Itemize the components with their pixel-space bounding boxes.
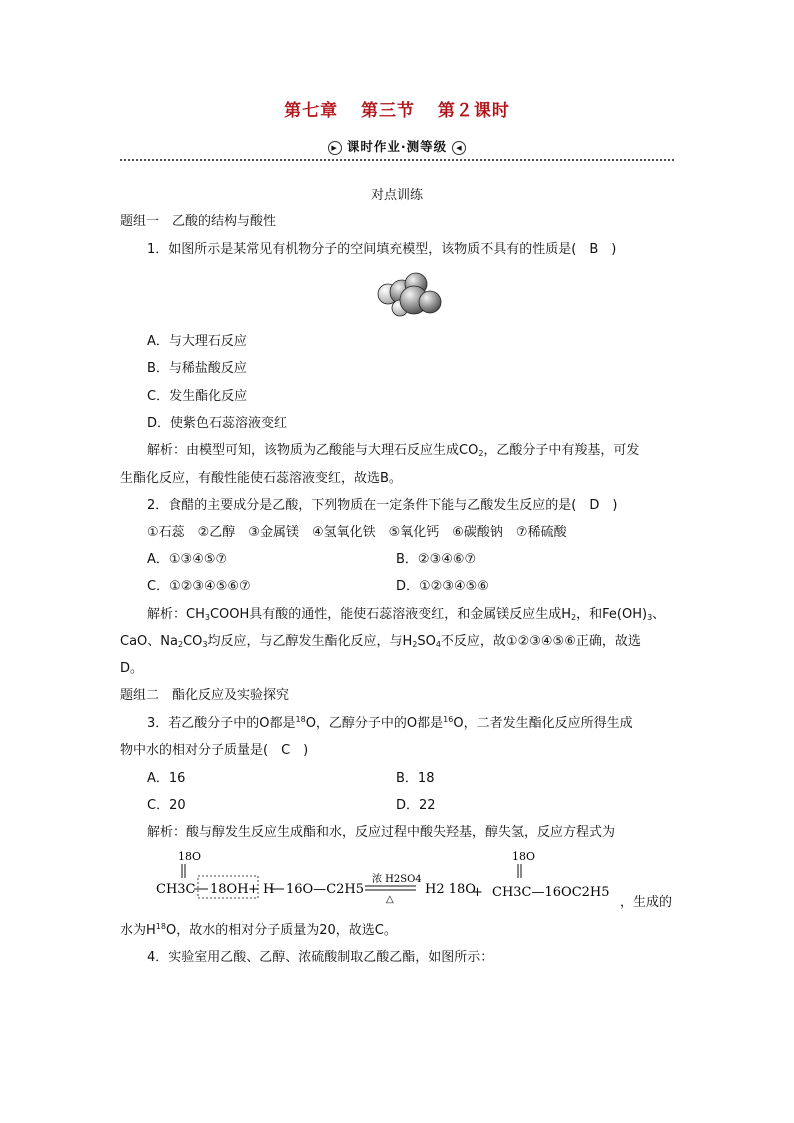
q3-analysis-last	[120, 919, 397, 938]
banner-tag	[309, 138, 485, 156]
page-title	[0, 96, 794, 121]
q3-option-b: B．18	[396, 771, 435, 786]
text: O，乙醇分子中的O都是	[305, 716, 444, 731]
q1-option-c: C．发生酯化反应	[147, 389, 248, 404]
q3-analysis-tail: ，生成的	[620, 895, 673, 910]
plus-sign: +	[472, 885, 483, 900]
ester-carbonyl-o18: 18O	[512, 850, 536, 863]
q1-option-d: D．使紫色石蕊溶液变红	[147, 416, 288, 431]
text: 3．若乙酸分子中的O都是	[147, 716, 296, 731]
text: O，二者发生酯化反应所得生成	[453, 716, 633, 731]
catalyst-label: 浓 H2SO4	[372, 874, 422, 885]
q2-option-a: A．①③④⑤⑦	[147, 552, 228, 567]
q2-option-d: D．①②③④⑤⑥	[396, 579, 489, 594]
esterification-equation	[150, 848, 620, 908]
superscript: 18	[295, 715, 306, 724]
text: CaO、Na	[120, 634, 178, 649]
text: 均反应，与乙醇发生酯化反应，与H	[207, 634, 413, 649]
q4-stem: 4．实验室用乙酸、乙醇、浓硫酸制取乙酸乙酯，如图所示：	[147, 950, 494, 965]
space-filling-model-image	[374, 270, 444, 322]
q3-stem-line1	[147, 712, 633, 731]
q2-analysis-line3: D。	[120, 661, 144, 676]
text: O，故水的相对分子质量为20，故选C。	[165, 923, 397, 938]
subscript: 2	[177, 640, 184, 649]
q2-analysis-line2	[120, 630, 641, 649]
text: CO	[183, 634, 203, 649]
subscript: 3	[204, 613, 210, 622]
text: 解析：由模型可知，该物质为乙酸能与大理石反应生成CO	[147, 443, 479, 458]
q1-analysis-line2: 生酯化反应，有酸性能使石蕊溶液变红，故选B。	[120, 471, 402, 486]
acid-oh18: 18OH	[210, 882, 249, 897]
q1-analysis-line1	[147, 439, 639, 458]
lesson-label: 第２课时	[437, 101, 510, 121]
heat-symbol: △	[386, 894, 394, 905]
play-left-icon: ◀	[452, 141, 466, 155]
dotted-divider	[120, 159, 674, 161]
subscript: 3	[647, 613, 653, 622]
text: 解析：CH	[147, 607, 205, 622]
q1-stem: 1．如图所示是某常见有机物分子的空间填充模型，该物质不具有的性质是( B )	[147, 242, 617, 257]
banner-text: 课时作业·测等级	[346, 139, 448, 154]
play-right-icon: ▶	[328, 141, 342, 155]
q2-option-c: C．①②③④⑤⑥⑦	[147, 579, 251, 594]
q3-option-c: C．20	[147, 798, 186, 813]
ester-product: CH3C—16OC2H5	[492, 885, 610, 900]
text: 不反应，故①②③④⑤⑥正确，故选	[440, 634, 641, 649]
superscript: 18	[155, 922, 166, 931]
q3-option-a: A．16	[147, 771, 186, 786]
acid-ch3c: CH3C	[156, 882, 196, 897]
q1-option-a: A．与大理石反应	[147, 334, 247, 349]
subscript: 3	[202, 640, 208, 649]
group1-heading: 题组一 乙酸的结构与酸性	[120, 214, 277, 229]
superscript: 16	[443, 715, 454, 724]
text: ，和Fe(OH)	[576, 607, 648, 622]
q2-analysis-line1	[147, 603, 665, 622]
chapter-label: 第七章	[284, 101, 339, 121]
homework-banner	[120, 138, 674, 160]
subscript: 2	[478, 449, 484, 458]
section-label: 第三节	[361, 101, 415, 121]
section-title: 对点训练	[370, 188, 423, 203]
plus-h: + H	[248, 882, 275, 897]
subscript: 2	[571, 613, 577, 622]
carbonyl-o18-label: 18O	[178, 850, 202, 863]
subscript: 2	[412, 640, 418, 649]
q3-stem-line2: 物中水的相对分子质量是( C )	[120, 743, 309, 758]
subscript: 4	[435, 640, 441, 649]
water-product: H2 18O	[425, 882, 476, 897]
q2-items: ①石蕊 ②乙醇 ③金属镁 ④氢氧化铁 ⑤氧化钙 ⑥碳酸钠 ⑦稀硫酸	[147, 525, 567, 540]
text: ，乙酸分子中有羧基，可发	[483, 443, 640, 458]
alcohol-o16-ethyl: 16O—C2H5	[286, 882, 365, 897]
text: 水为H	[120, 923, 156, 938]
q2-option-b: B．②③④⑥⑦	[396, 552, 477, 567]
text: 、	[652, 607, 666, 622]
text: COOH具有酸的通性，能使石蕊溶液变红，和金属镁反应生成H	[209, 607, 572, 622]
group2-heading: 题组二 酯化反应及实验探究	[120, 688, 290, 703]
q2-stem: 2．食醋的主要成分是乙酸，下列物质在一定条件下能与乙酸发生反应的是( D )	[147, 498, 618, 513]
q1-option-b: B．与稀盐酸反应	[147, 361, 247, 376]
text: SO	[417, 634, 436, 649]
q3-option-d: D．22	[396, 798, 436, 813]
q3-analysis: 解析：酸与醇发生反应生成酯和水，反应过程中酸失羟基，醇失氢，反应方程式为	[147, 825, 616, 840]
